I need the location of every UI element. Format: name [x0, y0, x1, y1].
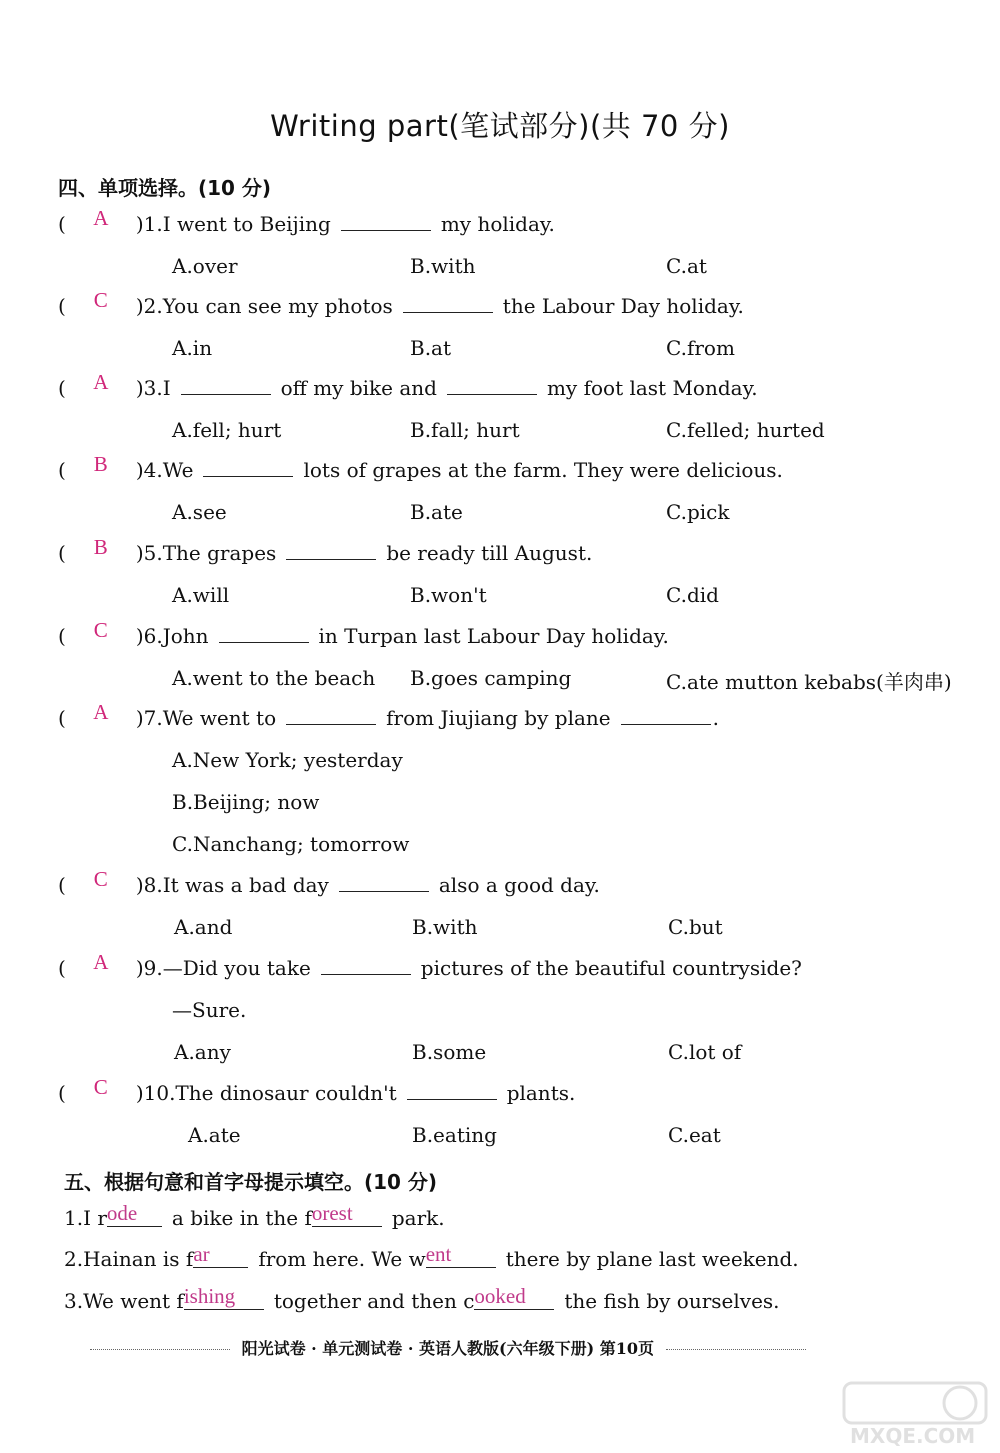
answer-paren-left: (	[58, 624, 66, 648]
answer-blank	[286, 723, 376, 725]
fill-text: the fish by ourselves.	[564, 1289, 780, 1313]
fill-answer: ode	[107, 1201, 162, 1227]
option-text: C.lot of	[668, 1040, 742, 1064]
fill-text: 1.I r	[64, 1206, 107, 1230]
question-row	[58, 950, 802, 981]
answer-blank	[407, 1098, 497, 1100]
option-text: C.but	[668, 915, 723, 939]
option-text: C.felled; hurted	[666, 418, 825, 442]
option-text: C.from	[666, 336, 735, 360]
question-text: plants.	[506, 1081, 576, 1105]
answer-paren-left: (	[58, 458, 66, 482]
fill-text: together and then c	[273, 1289, 475, 1313]
question-row	[58, 452, 783, 483]
question-row	[58, 1075, 576, 1106]
footer-dots-right	[666, 1349, 806, 1350]
question-text: in Turpan last Labour Day holiday.	[318, 624, 669, 648]
answer-blank	[181, 393, 271, 395]
answer-paren-left: (	[58, 541, 66, 565]
answer-mark: B	[93, 535, 108, 559]
answer-mark: A	[93, 370, 109, 394]
question-text: the Labour Day holiday.	[502, 294, 744, 318]
answer-mark: C	[93, 618, 108, 642]
question-text: pictures of the beautiful countryside?	[420, 956, 802, 980]
option-text: B.fall; hurt	[410, 418, 520, 442]
fill-answer: ishing	[184, 1284, 264, 1310]
answer-mark: C	[93, 288, 108, 312]
option-text: B.goes camping	[410, 666, 572, 690]
section-4-heading: 四、单项选择。(10 分)	[58, 176, 272, 200]
question-text: also a good day.	[438, 873, 600, 897]
answer-paren-left: (	[58, 294, 66, 318]
option-text: C.ate mutton kebabs(羊肉串)	[666, 670, 952, 694]
option-text: C.pick	[666, 500, 730, 524]
option-text: C.Nanchang; tomorrow	[172, 832, 410, 856]
fill-line	[64, 1201, 445, 1232]
fill-line	[64, 1284, 780, 1315]
fill-answer: ooked	[474, 1284, 554, 1310]
option-text: C.at	[666, 254, 707, 278]
question-text: lots of grapes at the farm. They were delicious.	[303, 458, 783, 482]
watermark-logo	[840, 1379, 990, 1449]
answer-mark: A	[93, 950, 109, 974]
question-text: )10.The dinosaur couldn't	[135, 1081, 397, 1105]
fill-text: 3.We went f	[64, 1289, 184, 1313]
option-text: B.Beijing; now	[172, 790, 320, 814]
answer-blank	[321, 973, 411, 975]
question-text: )2.You can see my photos	[135, 294, 393, 318]
answer-mark: C	[93, 1075, 108, 1099]
svg-text:MXQE.COM: MXQE.COM	[850, 1424, 976, 1448]
answer-paren-left: (	[58, 956, 66, 980]
question-text: .	[712, 706, 719, 730]
question-text: my foot last Monday.	[546, 376, 758, 400]
answer-blank	[621, 723, 711, 725]
question-text: my holiday.	[440, 212, 555, 236]
option-text: B.won't	[410, 583, 487, 607]
question-text: )9.—Did you take	[135, 956, 311, 980]
answer-paren-left: (	[58, 376, 66, 400]
question-text: )8.It was a bad day	[135, 873, 329, 897]
fill-line	[64, 1242, 799, 1273]
page-footer	[90, 1336, 920, 1359]
option-text: A.will	[172, 583, 230, 607]
answer-mark: A	[93, 206, 109, 230]
answer-blank	[203, 475, 293, 477]
question-row	[58, 370, 758, 401]
section-5-heading: 五、根据句意和首字母提示填空。(10 分)	[64, 1170, 438, 1194]
fill-text: there by plane last weekend.	[505, 1247, 799, 1271]
option-text: B.with	[412, 915, 478, 939]
answer-blank	[219, 641, 309, 643]
option-text: B.at	[410, 336, 452, 360]
footer-text: 阳光试卷 · 单元测试卷 · 英语人教版(六年级下册) 第10页	[241, 1339, 654, 1358]
footer-dots-left	[90, 1349, 230, 1350]
answer-blank	[286, 558, 376, 560]
question-text: off my bike and	[280, 376, 437, 400]
fill-text: a bike in the f	[171, 1206, 312, 1230]
fill-answer: ent	[426, 1242, 496, 1268]
question-text: be ready till August.	[386, 541, 593, 565]
question-reply: —Sure.	[172, 998, 247, 1022]
option-text: A.any	[174, 1040, 231, 1064]
question-row	[58, 700, 719, 731]
option-text: A.went to the beach	[172, 666, 376, 690]
fill-text: 2.Hainan is f	[64, 1247, 194, 1271]
question-text: )7.We went to	[135, 706, 277, 730]
option-text: B.ate	[410, 500, 463, 524]
answer-paren-left: (	[58, 873, 66, 897]
question-text: )1.I went to Beijing	[135, 212, 331, 236]
answer-paren-left: (	[58, 706, 66, 730]
answer-blank	[447, 393, 537, 395]
answer-paren-left: (	[58, 1081, 66, 1105]
question-text: )6.John	[135, 624, 209, 648]
option-text: A.see	[172, 500, 227, 524]
question-text: from Jiujiang by plane	[386, 706, 611, 730]
question-row	[58, 288, 744, 319]
page-title: Writing part(笔试部分)(共 70 分)	[270, 109, 730, 143]
answer-mark: A	[93, 700, 109, 724]
question-text: )5.The grapes	[135, 541, 277, 565]
option-text: C.did	[666, 583, 719, 607]
answer-paren-left: (	[58, 212, 66, 236]
option-text: A.ate	[188, 1123, 241, 1147]
option-text: A.in	[172, 336, 213, 360]
question-row	[58, 206, 555, 237]
option-text: A.New York; yesterday	[172, 748, 403, 772]
question-row	[58, 535, 593, 566]
question-text: )3.I	[135, 376, 171, 400]
option-text: B.with	[410, 254, 476, 278]
fill-text: from here. We w	[258, 1247, 426, 1271]
option-text: A.over	[172, 254, 238, 278]
question-row	[58, 867, 600, 898]
question-text: )4.We	[135, 458, 194, 482]
fill-answer: orest	[312, 1201, 382, 1227]
option-text: A.fell; hurt	[172, 418, 282, 442]
answer-mark: C	[93, 867, 108, 891]
answer-blank	[339, 890, 429, 892]
fill-answer: ar	[193, 1242, 248, 1268]
option-text: A.and	[174, 915, 233, 939]
option-text: B.eating	[412, 1123, 497, 1147]
answer-mark: B	[93, 452, 108, 476]
option-text: B.some	[412, 1040, 487, 1064]
option-text: C.eat	[668, 1123, 721, 1147]
answer-blank	[341, 229, 431, 231]
answer-blank	[403, 311, 493, 313]
fill-text: park.	[391, 1206, 445, 1230]
question-row	[58, 618, 669, 649]
